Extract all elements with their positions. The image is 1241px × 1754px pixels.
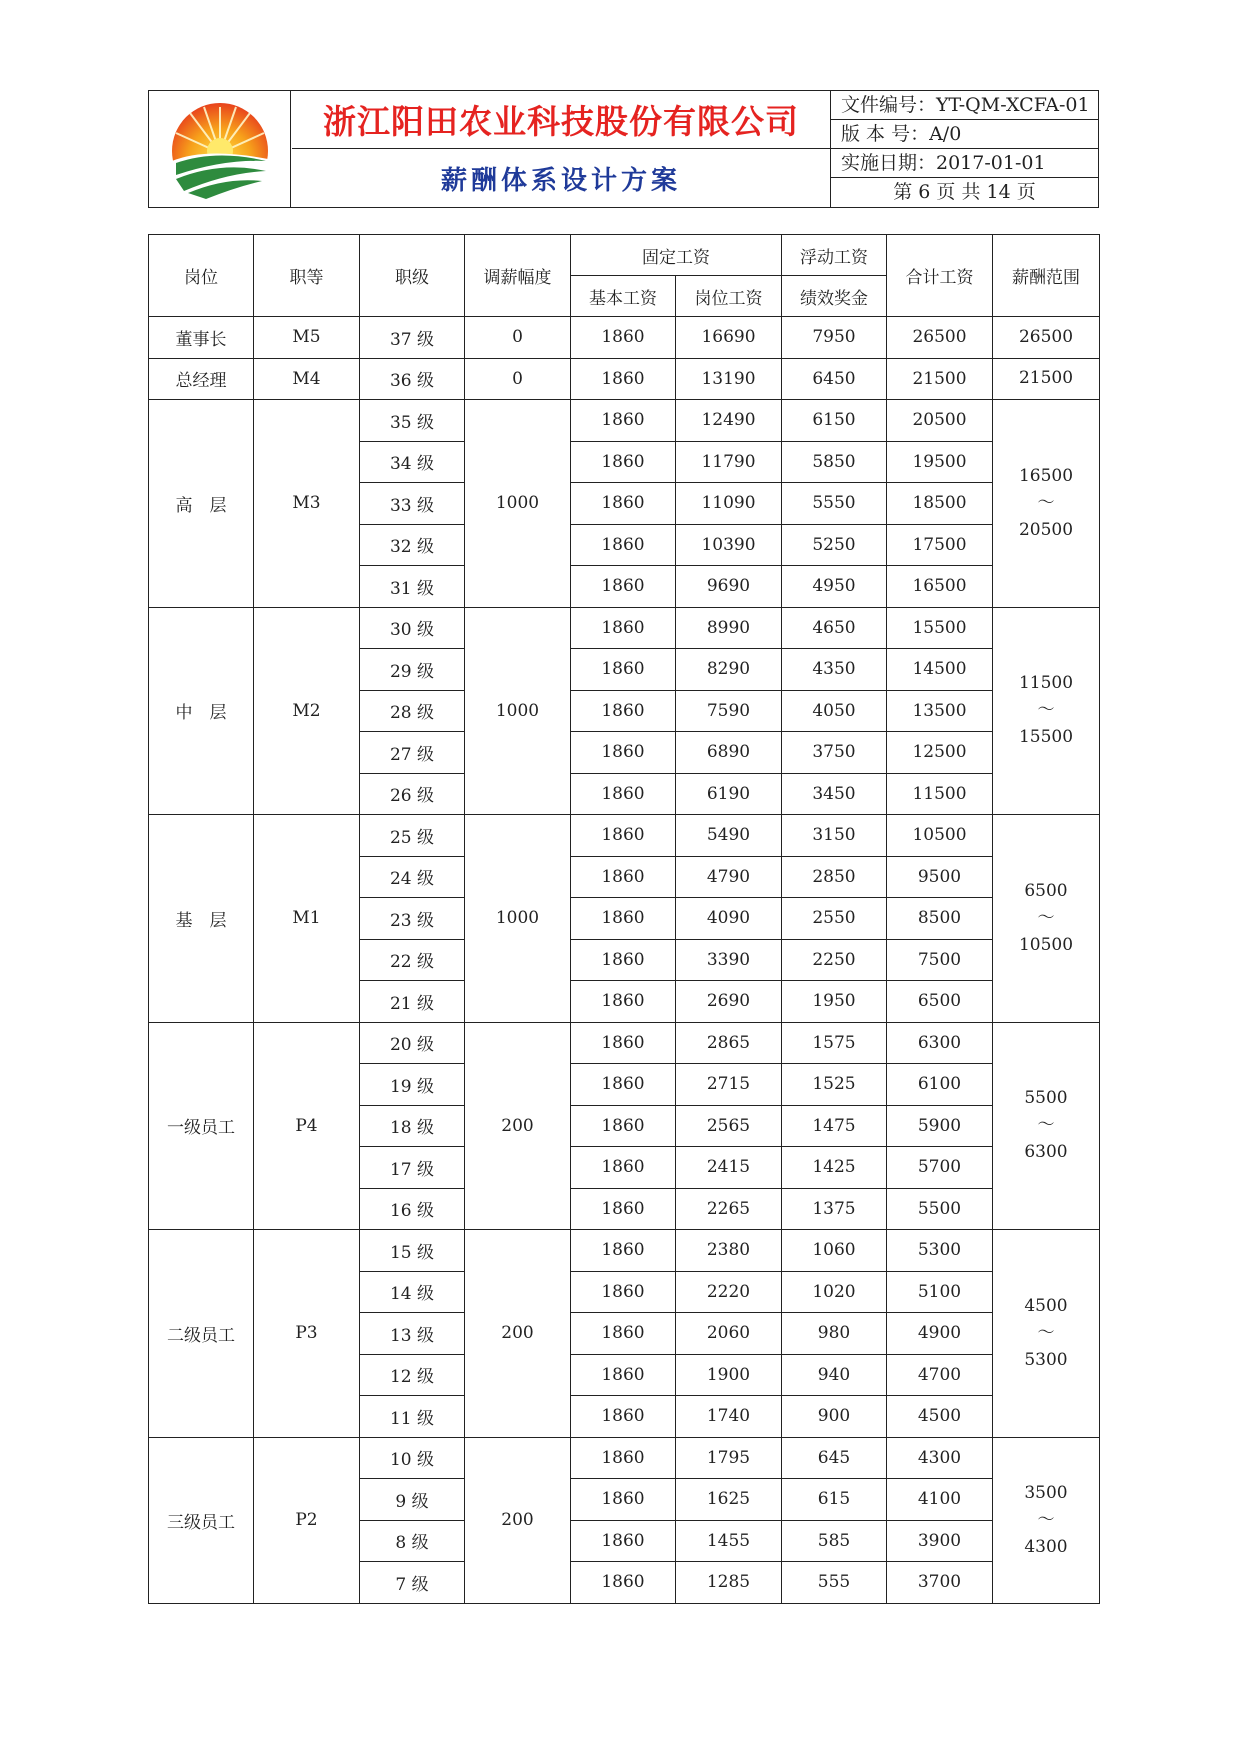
bonus-cell: 585 [782, 1520, 887, 1562]
range-value: 21500 [1018, 368, 1074, 389]
total-cell: 12500 [887, 732, 993, 774]
bonus-cell: 3150 [782, 815, 887, 857]
bonus-cell: 5850 [782, 441, 887, 483]
total-cell: 3700 [887, 1562, 993, 1604]
base-salary-cell: 1860 [571, 524, 676, 566]
post-salary-cell: 12490 [676, 400, 782, 442]
range-value: 4300 [1024, 1536, 1068, 1557]
position-cell: 二级员工 [149, 1230, 254, 1438]
table-row [149, 400, 1100, 442]
range-cell [993, 607, 1100, 815]
total-cell: 4700 [887, 1354, 993, 1396]
base-salary-cell: 1860 [571, 441, 676, 483]
total-cell: 5100 [887, 1271, 993, 1313]
adjust-cell: 200 [465, 1022, 571, 1230]
base-salary-cell: 1860 [571, 400, 676, 442]
post-salary-cell: 2865 [676, 1022, 782, 1064]
adjust-cell: 200 [465, 1437, 571, 1603]
post-salary-cell: 2060 [676, 1313, 782, 1355]
header-range: 薪酬范围 [993, 235, 1100, 317]
range-cell [993, 1437, 1100, 1603]
post-salary-cell: 8990 [676, 607, 782, 649]
post-salary-cell: 5490 [676, 815, 782, 857]
level-cell: 12 级 [360, 1354, 465, 1396]
range-value: 26500 [1018, 326, 1074, 347]
bonus-cell: 1575 [782, 1022, 887, 1064]
header-total: 合计工资 [887, 235, 993, 317]
position-cell: 中 层 [149, 607, 254, 815]
total-cell: 14500 [887, 649, 993, 691]
base-salary-cell: 1860 [571, 1313, 676, 1355]
bonus-cell: 6150 [782, 400, 887, 442]
company-name: 浙江阳田农业科技股份有限公司 [292, 91, 830, 149]
header-position: 岗位 [149, 235, 254, 317]
bonus-cell: 4950 [782, 566, 887, 608]
total-cell: 13500 [887, 690, 993, 732]
total-cell: 7500 [887, 939, 993, 981]
total-cell: 21500 [887, 358, 993, 400]
total-cell: 16500 [887, 566, 993, 608]
post-salary-cell: 2715 [676, 1064, 782, 1106]
post-salary-cell: 11790 [676, 441, 782, 483]
base-salary-cell: 1860 [571, 358, 676, 400]
bonus-cell: 900 [782, 1396, 887, 1438]
bonus-cell: 1425 [782, 1147, 887, 1189]
total-cell: 5300 [887, 1230, 993, 1272]
level-cell: 27 级 [360, 732, 465, 774]
level-cell: 35 级 [360, 400, 465, 442]
bonus-cell: 4650 [782, 607, 887, 649]
level-cell: 11 级 [360, 1396, 465, 1438]
bonus-cell: 1525 [782, 1064, 887, 1106]
base-salary-cell: 1860 [571, 1064, 676, 1106]
doc-number: 文件编号：YT-QM-XCFA-01 [831, 91, 1098, 120]
level-cell: 16 级 [360, 1188, 465, 1230]
level-cell: 13 级 [360, 1313, 465, 1355]
level-cell: 14 级 [360, 1271, 465, 1313]
header-fixed: 固定工资 [571, 235, 782, 276]
level-cell: 32 级 [360, 524, 465, 566]
level-cell: 24 级 [360, 856, 465, 898]
table-row [149, 317, 1100, 359]
bonus-cell: 2850 [782, 856, 887, 898]
total-cell: 6300 [887, 1022, 993, 1064]
bonus-cell: 1950 [782, 981, 887, 1023]
level-cell: 9 级 [360, 1479, 465, 1521]
total-cell: 15500 [887, 607, 993, 649]
range-cell [993, 815, 1100, 1023]
bonus-cell: 6450 [782, 358, 887, 400]
level-cell: 33 级 [360, 483, 465, 525]
post-salary-cell: 1795 [676, 1437, 782, 1479]
level-cell: 26 级 [360, 773, 465, 815]
base-salary-cell: 1860 [571, 1271, 676, 1313]
base-salary-cell: 1860 [571, 1437, 676, 1479]
total-cell: 26500 [887, 317, 993, 359]
bonus-cell: 7950 [782, 317, 887, 359]
range-value: 16500 [1018, 465, 1074, 486]
base-salary-cell: 1860 [571, 690, 676, 732]
table-row [149, 358, 1100, 400]
adjust-cell: 1000 [465, 400, 571, 608]
level-cell: 28 级 [360, 690, 465, 732]
level-cell: 23 级 [360, 898, 465, 940]
header-adjust: 调薪幅度 [465, 235, 571, 317]
base-salary-cell: 1860 [571, 1230, 676, 1272]
base-salary-cell: 1860 [571, 1022, 676, 1064]
level-cell: 25 级 [360, 815, 465, 857]
post-salary-cell: 10390 [676, 524, 782, 566]
total-cell: 9500 [887, 856, 993, 898]
post-salary-cell: 2265 [676, 1188, 782, 1230]
adjust-cell: 1000 [465, 815, 571, 1023]
range-value: 11500 [1018, 673, 1074, 694]
total-cell: 3900 [887, 1520, 993, 1562]
total-cell: 5500 [887, 1188, 993, 1230]
page-number: 第 6 页 共 14 页 [893, 181, 1036, 203]
range-value: ～ [1037, 1509, 1055, 1530]
grade-cell: P3 [254, 1230, 360, 1438]
post-salary-cell: 9690 [676, 566, 782, 608]
post-salary-cell: 8290 [676, 649, 782, 691]
base-salary-cell: 1860 [571, 939, 676, 981]
level-cell: 31 级 [360, 566, 465, 608]
base-salary-cell: 1860 [571, 1354, 676, 1396]
total-cell: 20500 [887, 400, 993, 442]
level-cell: 29 级 [360, 649, 465, 691]
total-cell: 18500 [887, 483, 993, 525]
base-salary-cell: 1860 [571, 483, 676, 525]
base-salary-cell: 1860 [571, 1105, 676, 1147]
post-salary-cell: 3390 [676, 939, 782, 981]
adjust-cell: 0 [465, 317, 571, 359]
range-cell [993, 1230, 1100, 1438]
range-value: 4500 [1024, 1295, 1068, 1316]
total-cell: 11500 [887, 773, 993, 815]
post-salary-cell: 2415 [676, 1147, 782, 1189]
bonus-cell: 1060 [782, 1230, 887, 1272]
base-salary-cell: 1860 [571, 898, 676, 940]
document-title: 薪酬体系设计方案 [440, 165, 681, 196]
post-salary-cell: 6890 [676, 732, 782, 774]
bonus-cell: 645 [782, 1437, 887, 1479]
range-value: 5500 [1024, 1088, 1068, 1109]
grade-cell: M2 [254, 607, 360, 815]
post-salary-cell: 4090 [676, 898, 782, 940]
level-cell: 18 级 [360, 1105, 465, 1147]
range-cell [993, 317, 1100, 359]
level-cell: 10 级 [360, 1437, 465, 1479]
bonus-cell: 2550 [782, 898, 887, 940]
range-cell [993, 1022, 1100, 1230]
range-cell [993, 400, 1100, 608]
base-salary-cell: 1860 [571, 607, 676, 649]
bonus-cell: 5550 [782, 483, 887, 525]
base-salary-cell: 1860 [571, 566, 676, 608]
table-row [149, 815, 1100, 857]
post-salary-cell: 2690 [676, 981, 782, 1023]
header-floating: 浮动工资 [782, 235, 887, 276]
base-salary-cell: 1860 [571, 981, 676, 1023]
base-salary-cell: 1860 [571, 1520, 676, 1562]
bonus-cell: 555 [782, 1562, 887, 1604]
document-header [148, 90, 1099, 208]
range-value: ～ [1037, 492, 1055, 513]
level-cell: 21 级 [360, 981, 465, 1023]
salary-table [148, 234, 1100, 1604]
range-cell [993, 358, 1100, 400]
level-cell: 22 级 [360, 939, 465, 981]
version-number: 版 本 号：A/0 [831, 120, 1098, 149]
post-salary-cell: 16690 [676, 317, 782, 359]
range-value: ～ [1037, 700, 1055, 721]
total-cell: 4300 [887, 1437, 993, 1479]
base-salary-cell: 1860 [571, 649, 676, 691]
level-cell: 34 级 [360, 441, 465, 483]
level-cell: 20 级 [360, 1022, 465, 1064]
base-salary-cell: 1860 [571, 1147, 676, 1189]
base-salary-cell: 1860 [571, 732, 676, 774]
position-cell: 总经理 [149, 358, 254, 400]
grade-cell: M3 [254, 400, 360, 608]
base-salary-cell: 1860 [571, 773, 676, 815]
company-logo-icon [166, 101, 274, 199]
level-cell: 30 级 [360, 607, 465, 649]
base-salary-cell: 1860 [571, 1188, 676, 1230]
position-cell: 高 层 [149, 400, 254, 608]
range-value: 20500 [1018, 519, 1074, 540]
post-salary-cell: 2565 [676, 1105, 782, 1147]
bonus-cell: 4050 [782, 690, 887, 732]
post-salary-cell: 11090 [676, 483, 782, 525]
effective-date: 实施日期：2017-01-01 [831, 149, 1098, 178]
range-value: ～ [1037, 1322, 1055, 1343]
post-salary-cell: 6190 [676, 773, 782, 815]
position-cell: 一级员工 [149, 1022, 254, 1230]
bonus-cell: 2250 [782, 939, 887, 981]
bonus-cell: 940 [782, 1354, 887, 1396]
bonus-cell: 5250 [782, 524, 887, 566]
bonus-cell: 980 [782, 1313, 887, 1355]
header-post: 岗位工资 [676, 276, 782, 317]
bonus-cell: 3750 [782, 732, 887, 774]
base-salary-cell: 1860 [571, 1396, 676, 1438]
level-cell: 7 级 [360, 1562, 465, 1604]
total-cell: 6500 [887, 981, 993, 1023]
position-cell: 基 层 [149, 815, 254, 1023]
post-salary-cell: 1625 [676, 1479, 782, 1521]
table-row [149, 607, 1100, 649]
total-cell: 4500 [887, 1396, 993, 1438]
post-salary-cell: 2380 [676, 1230, 782, 1272]
position-cell: 三级员工 [149, 1437, 254, 1603]
grade-cell: M5 [254, 317, 360, 359]
range-value: 6300 [1024, 1142, 1068, 1163]
total-cell: 17500 [887, 524, 993, 566]
level-cell: 36 级 [360, 358, 465, 400]
post-salary-cell: 1740 [676, 1396, 782, 1438]
level-cell: 8 级 [360, 1520, 465, 1562]
level-cell: 15 级 [360, 1230, 465, 1272]
logo-cell [149, 91, 291, 207]
base-salary-cell: 1860 [571, 856, 676, 898]
bonus-cell: 1375 [782, 1188, 887, 1230]
base-salary-cell: 1860 [571, 1479, 676, 1521]
header-grade: 职等 [254, 235, 360, 317]
table-row [149, 1022, 1100, 1064]
range-value: 15500 [1018, 727, 1074, 748]
post-salary-cell: 1900 [676, 1354, 782, 1396]
bonus-cell: 1475 [782, 1105, 887, 1147]
post-salary-cell: 13190 [676, 358, 782, 400]
range-value: ～ [1037, 1115, 1055, 1136]
level-cell: 19 级 [360, 1064, 465, 1106]
position-cell: 董事长 [149, 317, 254, 359]
base-salary-cell: 1860 [571, 1562, 676, 1604]
level-cell: 37 级 [360, 317, 465, 359]
total-cell: 5700 [887, 1147, 993, 1189]
bonus-cell: 615 [782, 1479, 887, 1521]
grade-cell: P2 [254, 1437, 360, 1603]
post-salary-cell: 4790 [676, 856, 782, 898]
total-cell: 4900 [887, 1313, 993, 1355]
range-value: 10500 [1018, 934, 1074, 955]
range-value: 6500 [1024, 880, 1068, 901]
header-base: 基本工资 [571, 276, 676, 317]
total-cell: 19500 [887, 441, 993, 483]
salary-table-body [149, 317, 1100, 1604]
bonus-cell: 1020 [782, 1271, 887, 1313]
adjust-cell: 1000 [465, 607, 571, 815]
table-row [149, 1230, 1100, 1272]
grade-cell: M4 [254, 358, 360, 400]
level-cell: 17 级 [360, 1147, 465, 1189]
table-row [149, 1437, 1100, 1479]
range-value: 5300 [1024, 1349, 1068, 1370]
header-level: 职级 [360, 235, 465, 317]
post-salary-cell: 2220 [676, 1271, 782, 1313]
adjust-cell: 200 [465, 1230, 571, 1438]
total-cell: 4100 [887, 1479, 993, 1521]
header-bonus: 绩效奖金 [782, 276, 887, 317]
base-salary-cell: 1860 [571, 815, 676, 857]
base-salary-cell: 1860 [571, 317, 676, 359]
total-cell: 6100 [887, 1064, 993, 1106]
document-meta [830, 91, 1098, 207]
post-salary-cell: 1285 [676, 1562, 782, 1604]
grade-cell: P4 [254, 1022, 360, 1230]
post-salary-cell: 1455 [676, 1520, 782, 1562]
total-cell: 8500 [887, 898, 993, 940]
bonus-cell: 3450 [782, 773, 887, 815]
range-value: 3500 [1024, 1482, 1068, 1503]
range-value: ～ [1037, 907, 1055, 928]
total-cell: 5900 [887, 1105, 993, 1147]
adjust-cell: 0 [465, 358, 571, 400]
bonus-cell: 4350 [782, 649, 887, 691]
post-salary-cell: 7590 [676, 690, 782, 732]
grade-cell: M1 [254, 815, 360, 1023]
total-cell: 10500 [887, 815, 993, 857]
